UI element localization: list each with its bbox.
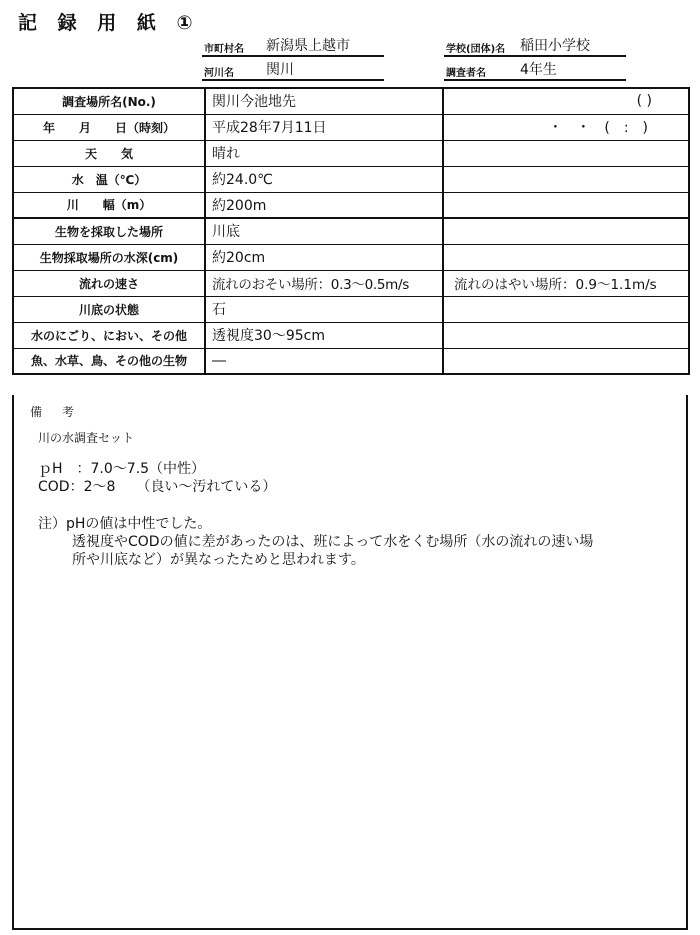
row-value-1: 流れのおそい場所：0.3～0.5m/s xyxy=(205,270,443,296)
table-row xyxy=(13,114,689,140)
table-row xyxy=(13,296,689,322)
row-value-2 xyxy=(443,244,689,270)
form-title: 記 録 用 紙 ① xyxy=(18,12,200,34)
school-underline xyxy=(444,55,626,57)
table-row xyxy=(13,192,689,218)
remarks-note-3: 所や川底など）が異なったためと思われます。 xyxy=(72,552,365,568)
remarks-cod: COD：2～8 （良い～汚れている） xyxy=(38,479,277,495)
table-row xyxy=(13,270,689,296)
table-row xyxy=(13,88,689,114)
remarks-title: 備 考 xyxy=(30,405,82,419)
table-row xyxy=(13,244,689,270)
row-value-1: 川底 xyxy=(205,218,443,244)
table-row xyxy=(13,166,689,192)
row-label: 流れの速さ xyxy=(13,270,205,296)
school-label: 学校(団体)名 xyxy=(446,44,506,55)
row-value-1: 透視度30～95cm xyxy=(205,322,443,348)
row-value-1: ― xyxy=(205,348,443,374)
row-value-1: 平成28年7月11日 xyxy=(205,114,443,140)
river-value: 関川 xyxy=(266,62,294,78)
row-label: 川底の状態 xyxy=(13,296,205,322)
row-label: 水 温（℃） xyxy=(13,166,205,192)
row-value-2 xyxy=(443,348,689,374)
municipality-underline xyxy=(202,55,384,57)
remarks-note-2: 透視度やCODの値に差があったのは、班によって水をくむ場所（水の流れの速い場 xyxy=(72,534,594,550)
row-label: 川 幅（m） xyxy=(13,192,205,218)
row-label: 生物を採取した場所 xyxy=(13,218,205,244)
row-value-2 xyxy=(443,192,689,218)
survey-table xyxy=(12,87,690,375)
river-underline xyxy=(202,79,384,81)
river-label: 河川名 xyxy=(204,68,234,79)
row-value-1: 晴れ xyxy=(205,140,443,166)
table-row xyxy=(13,140,689,166)
surveyor-value: 4年生 xyxy=(520,62,557,78)
table-row xyxy=(13,348,689,374)
row-value-1: 約20cm xyxy=(205,244,443,270)
table-row xyxy=(13,322,689,348)
remarks-kit: 川の水調査セット xyxy=(38,431,135,445)
row-value-2 xyxy=(443,218,689,244)
row-label: 生物採取場所の水深(cm) xyxy=(13,244,205,270)
row-value-1: 約24.0℃ xyxy=(205,166,443,192)
row-value-2 xyxy=(443,166,689,192)
municipality-value: 新潟県上越市 xyxy=(266,38,350,54)
row-label: 水のにごり、におい、その他 xyxy=(13,322,205,348)
row-label: 魚、水草、鳥、その他の生物 xyxy=(13,348,205,374)
row-value-2 xyxy=(443,140,689,166)
row-label: 年 月 日（時刻） xyxy=(13,114,205,140)
row-label: 調査場所名(No.) xyxy=(13,88,205,114)
remarks-note-1: 注）pHの値は中性でした。 xyxy=(38,516,212,532)
row-value-1: 石 xyxy=(205,296,443,322)
school-value: 稲田小学校 xyxy=(520,38,590,54)
row-value-2: ・ ・ ( : ) xyxy=(443,114,689,140)
row-value-2 xyxy=(443,296,689,322)
surveyor-underline xyxy=(444,79,626,81)
table-row xyxy=(13,218,689,244)
row-value-2: 流れのはやい場所：0.9～1.1m/s xyxy=(443,270,689,296)
remarks-ph: ｐH ：7.0～7.5（中性） xyxy=(38,461,206,477)
row-value-2: ( ) xyxy=(443,88,689,114)
row-value-1: 関川今池地先 xyxy=(205,88,443,114)
municipality-label: 市町村名 xyxy=(204,44,244,55)
row-value-1: 約200m xyxy=(205,192,443,218)
remarks-box xyxy=(12,395,688,930)
surveyor-label: 調査者名 xyxy=(446,68,486,79)
row-label: 天 気 xyxy=(13,140,205,166)
row-value-2 xyxy=(443,322,689,348)
